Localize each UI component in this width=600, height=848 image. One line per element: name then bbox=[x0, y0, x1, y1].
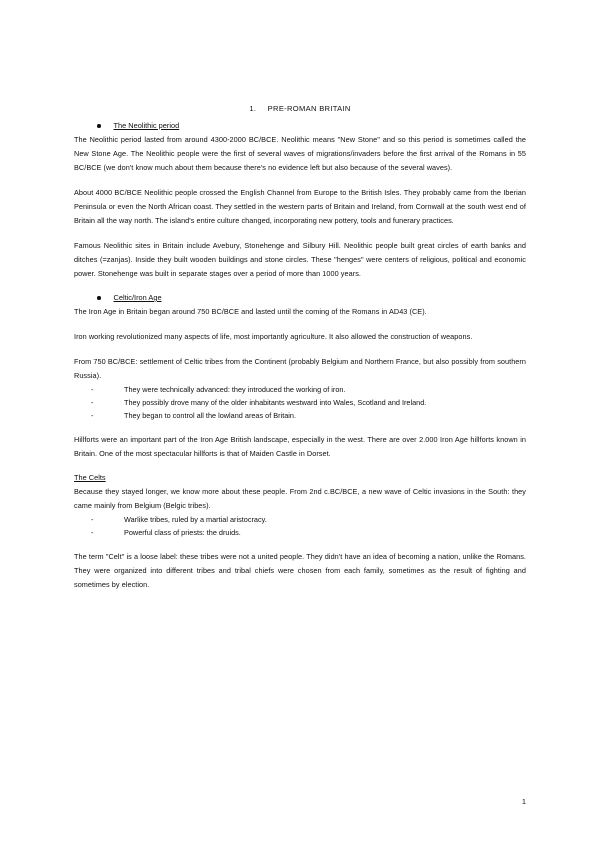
iron-age-paragraph-1: The Iron Age in Britain began around 750 BC/BCE and lasted until the coming of the Romans in AD43 (CE). bbox=[74, 307, 427, 316]
list-item: - Warlike tribes, ruled by a martial aristocracy. bbox=[91, 513, 526, 526]
list-item: - Powerful class of priests: the druids. bbox=[91, 526, 526, 539]
iron-age-paragraph-3: From 750 BC/BCE: settlement of Celtic tribes from the Continent (probably Belgium and Northern France, but also possibly from southern Russia). bbox=[74, 357, 526, 380]
bullet-icon bbox=[97, 296, 101, 300]
list-item: - They began to control all the lowland areas of Britain. bbox=[91, 409, 526, 422]
page-number: 1 bbox=[521, 797, 526, 806]
celts-paragraph-2: The term "Celt" is a loose label: these tribes were not a united people. They didn't have an idea of becoming a nation, unlike the Romans. They were organized into different tribes and tribal chiefs were chosen from each family, sometimes as the result of fighting and sometimes by election. bbox=[74, 552, 526, 589]
neolithic-heading bbox=[97, 120, 526, 132]
iron-age-paragraph-2: Iron working revolutionized many aspects of life, most importantly agriculture. It also allowed the construction of weapons. bbox=[74, 332, 473, 341]
neolithic-heading-text: The Neolithic period bbox=[113, 121, 180, 130]
document-page bbox=[74, 103, 526, 603]
title-number: 1. bbox=[249, 104, 257, 113]
celts-paragraph-1: Because they stayed longer, we know more about these people. From 2nd c.BC/BCE, a new wave of Celtic invasions in the South: they came mainly from Belgium (Belgic tribes). bbox=[74, 487, 526, 510]
neolithic-paragraph-1: The Neolithic period lasted from around 4300-2000 BC/BCE. Neolithic means "New Stone" and so this period is sometimes called the New Stone Age. The Neolithic people were the first of several waves of migrations/invaders before the first arrival of the Romans in 55 BC/BCE (we don't know much about them because there's no evidence left but also because of the several waves). bbox=[74, 135, 526, 172]
list-item: - They possibly drove many of the older inhabitants westward into Wales, Scotland and Ireland. bbox=[91, 396, 526, 409]
neolithic-paragraph-2: About 4000 BC/BCE Neolithic people crossed the English Channel from Europe to the British Isles. They probably came from the Iberian Peninsula or even the North African coast. They settled in the western parts of Britain and Ireland, from Cornwall at the south west end of Britain all the way north. The island's entire culture changed, incorporating new pottery, tools and funerary practices. bbox=[74, 188, 526, 225]
page-title bbox=[74, 103, 526, 115]
iron-age-heading bbox=[97, 292, 526, 304]
title-text: PRE-ROMAN BRITAIN bbox=[267, 104, 351, 113]
iron-age-list bbox=[74, 383, 526, 422]
iron-age-heading-text: Celtic/Iron Age bbox=[113, 293, 162, 302]
neolithic-paragraph-3: Famous Neolithic sites in Britain include Avebury, Stonehenge and Silbury Hill. Neolithic people built great circles of earth banks and ditches (=zanjas). Inside they built wooden buildings and stone circles. These "henges" were centers of religious, political and economic power. Stonehenge was built in separate stages over a period of more than 1000 years. bbox=[74, 241, 526, 278]
celts-heading: The Celts bbox=[74, 473, 106, 482]
iron-age-paragraph-4: Hillforts were an important part of the Iron Age British landscape, especially in the west. There are over 2.000 Iron Age hillforts known in Britain. One of the most spectacular hillforts is that of Maiden Castle in Dorset. bbox=[74, 435, 526, 458]
celts-list bbox=[74, 513, 526, 539]
bullet-icon bbox=[97, 124, 101, 128]
list-item: - They were technically advanced: they introduced the working of iron. bbox=[91, 383, 526, 396]
